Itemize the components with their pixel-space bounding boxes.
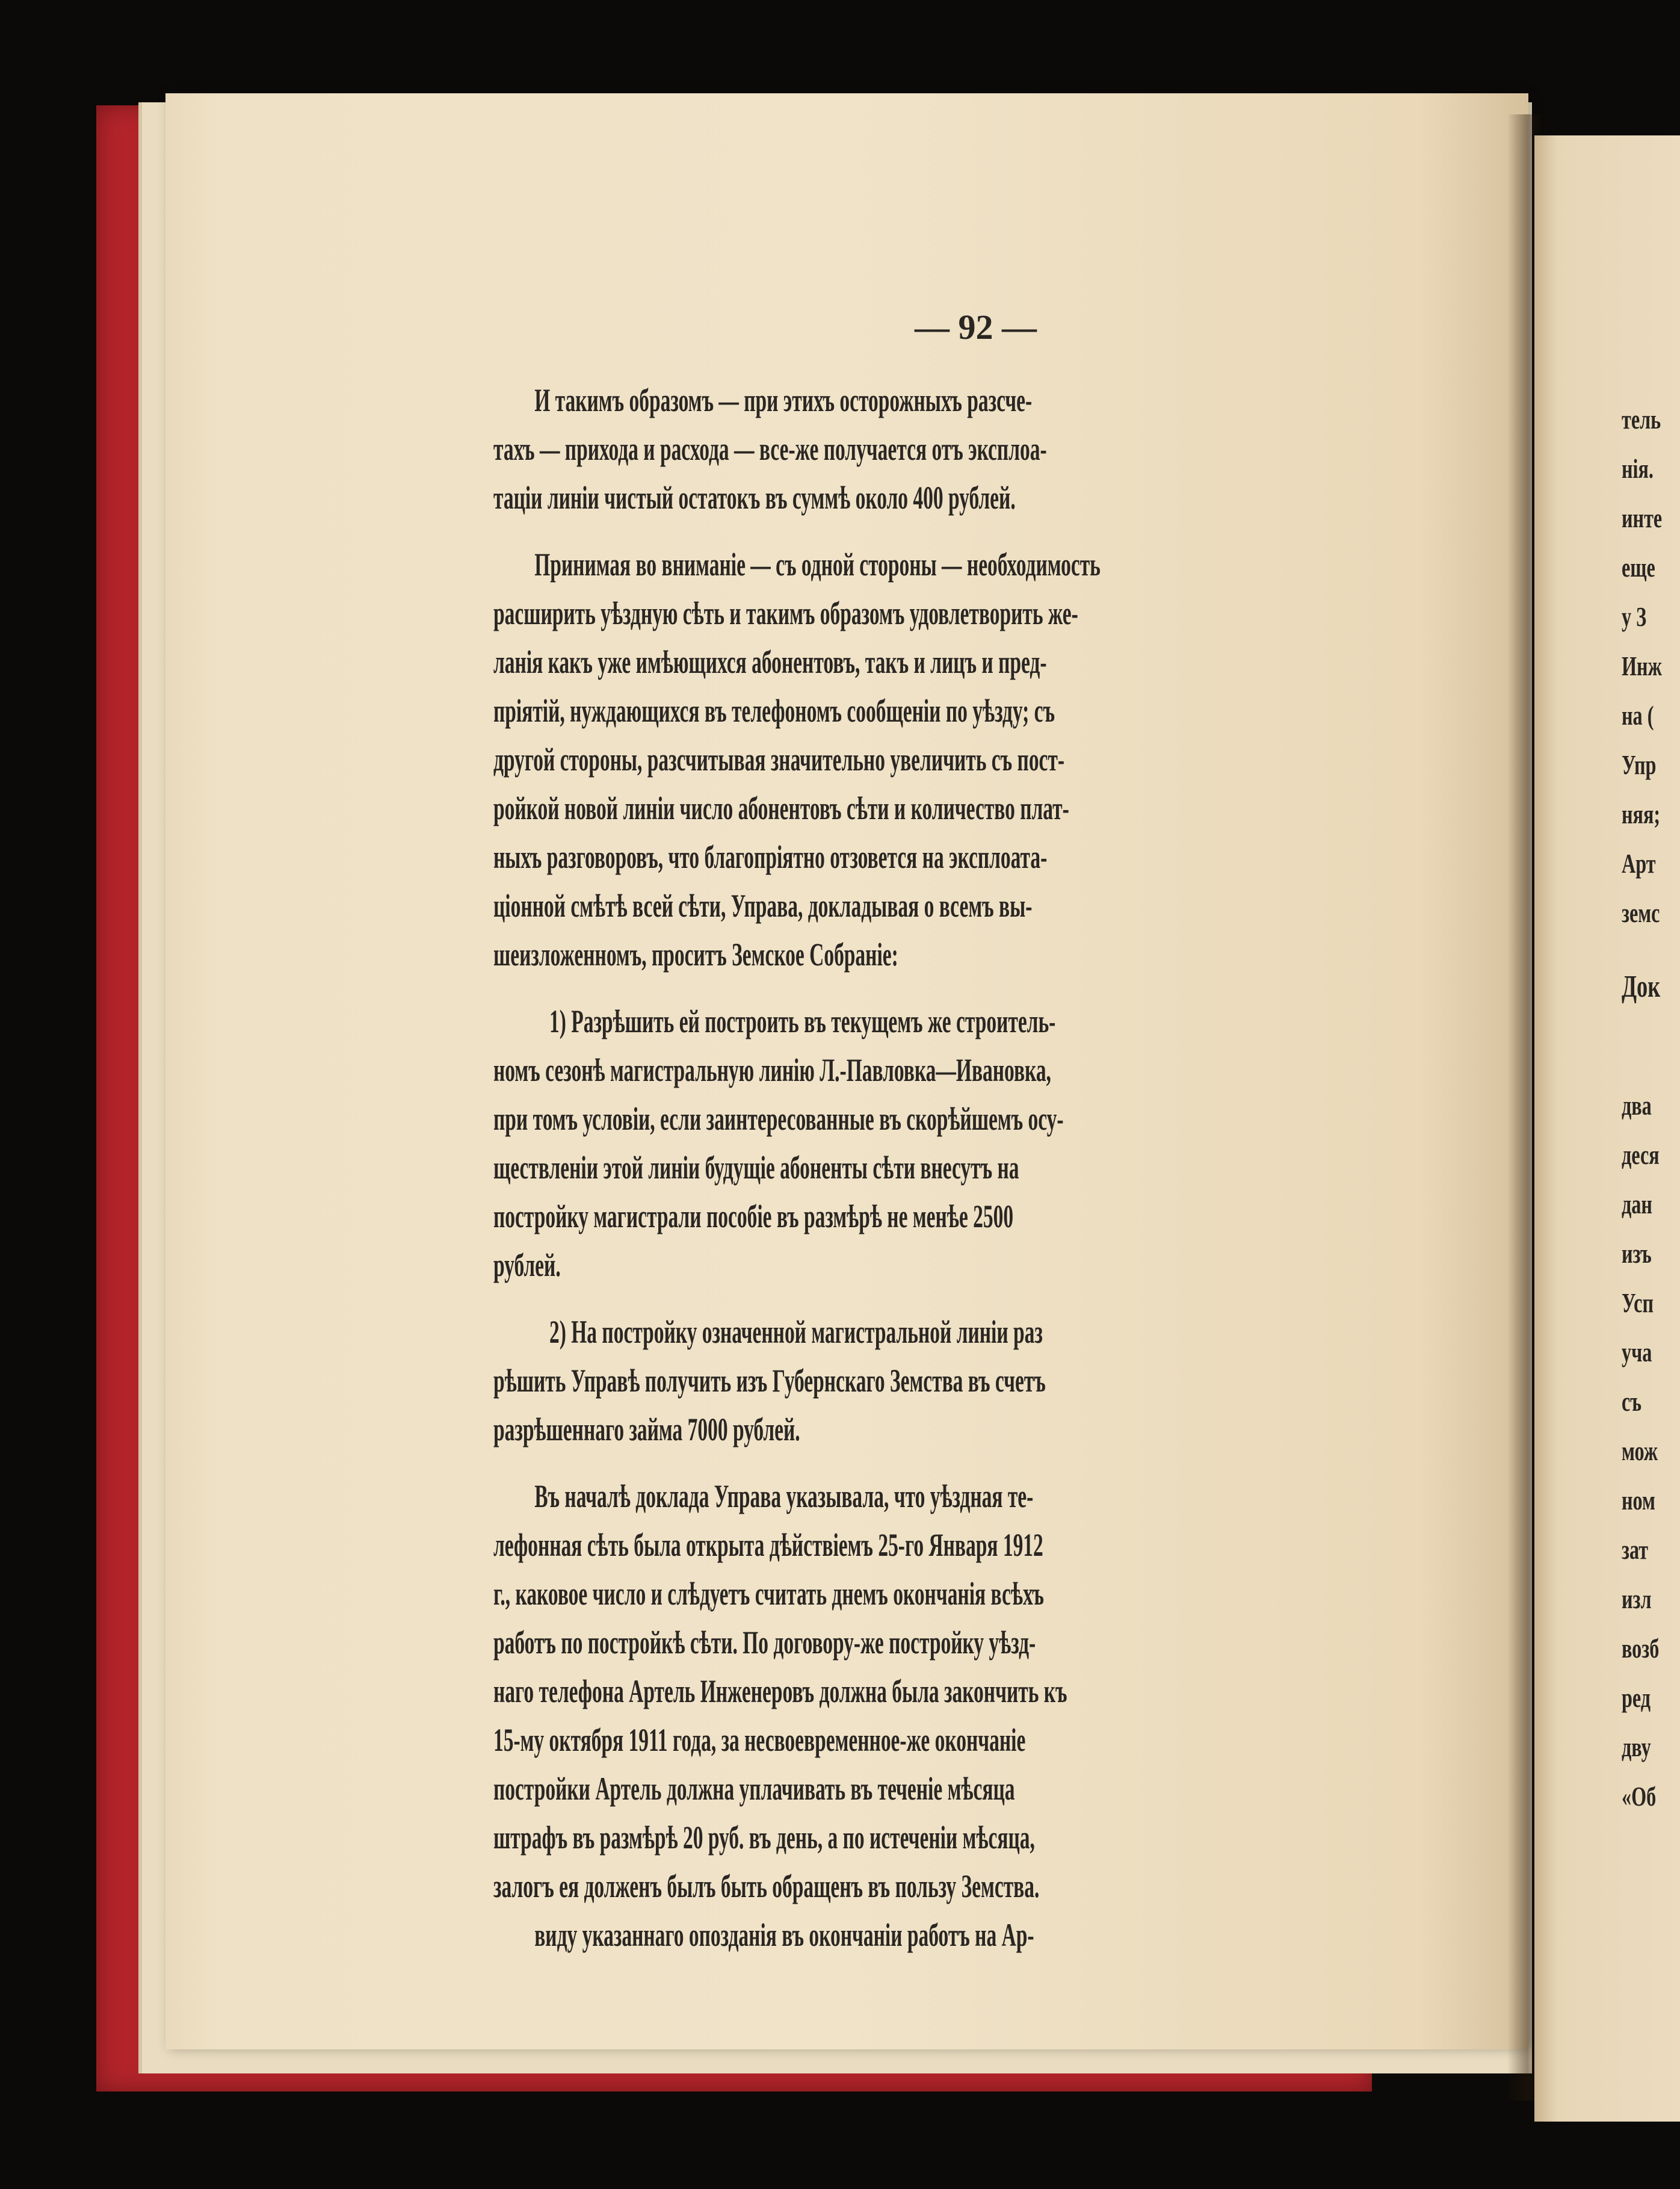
- paragraph-gap: [493, 979, 1486, 997]
- text-line: 15-му октября 1911 года, за несвоевременное-же окончаніе: [493, 1722, 1026, 1758]
- fragment: земс: [1622, 897, 1660, 928]
- text-line: лефонная сѣть была открыта дѣйствіемъ 25-го Января 1912: [493, 1527, 1043, 1563]
- text-line: работъ по постройкѣ сѣти. По договору-же постройку уѣзд-: [493, 1624, 1036, 1661]
- fragment: инте: [1622, 503, 1663, 533]
- fragment: няя;: [1622, 799, 1661, 829]
- text-line: ныхъ разговоровъ, что благопріятно отзовется на эксплоата-: [493, 839, 1048, 875]
- text-line: 1) Разрѣшить ей построить въ текущемъ же строитель-: [549, 1003, 1056, 1039]
- fragment: нія.: [1622, 453, 1654, 484]
- text-line: Въ началѣ доклада Управа указывала, что уѣздная те-: [534, 1478, 1034, 1514]
- text-line: постройки Артель должна уплачивать въ теченіе мѣсяца: [493, 1771, 1015, 1807]
- text-line: шеизложенномъ, проситъ Земское Собраніе:: [493, 937, 898, 973]
- text-line: постройку магистрали пособіе въ размѣрѣ не менѣе 2500: [493, 1198, 1014, 1234]
- fragment: съ: [1622, 1386, 1642, 1417]
- fragment-heading: Док: [1622, 970, 1661, 1004]
- text-line: ществленіи этой линіи будущіе абоненты сѣти внесутъ на: [493, 1150, 1019, 1186]
- text-line: Принимая во вниманіе — съ одной стороны — необходимость: [534, 546, 1101, 583]
- paragraph-gap: [493, 1290, 1486, 1308]
- text-line: разрѣшеннаго займа 7000 рублей.: [493, 1411, 800, 1447]
- fragment: «Об: [1622, 1781, 1657, 1812]
- text-line: наго телефона Артель Инженеровъ должна была закончить къ: [493, 1673, 1067, 1709]
- fragment: изъ: [1622, 1238, 1652, 1269]
- text-line: штрафъ въ размѣрѣ 20 руб. въ день, а по истеченіи мѣсяца,: [493, 1819, 1035, 1856]
- fragment: тель: [1622, 404, 1661, 435]
- fragment: Арт: [1622, 848, 1656, 879]
- paragraph-gap: [493, 1454, 1486, 1472]
- text-line: г., каковое число и слѣдуетъ считать днемъ окончанія всѣхъ: [493, 1576, 1044, 1612]
- fragment: изл: [1622, 1584, 1652, 1614]
- fragment: деся: [1622, 1139, 1660, 1170]
- text-line: залогъ ея долженъ былъ быть обращенъ въ пользу Земства.: [493, 1868, 1040, 1904]
- fragment: дву: [1622, 1732, 1651, 1762]
- fragment: зат: [1622, 1534, 1649, 1565]
- fragment: Инж: [1622, 651, 1662, 681]
- text-line: другой стороны, разсчитывая значительно увеличить съ пост-: [493, 742, 1065, 778]
- left-page-text: [493, 376, 1680, 1960]
- text-line: рублей.: [493, 1247, 561, 1283]
- fragment: на (: [1622, 700, 1654, 731]
- fragment: мож: [1622, 1435, 1658, 1466]
- fragment: Упр: [1622, 749, 1657, 780]
- fragment: ред: [1622, 1682, 1651, 1713]
- fragment: дан: [1622, 1189, 1652, 1219]
- fragment: у З: [1622, 601, 1647, 632]
- text-line: 2) На постройку означенной магистральной линіи раз: [549, 1314, 1043, 1350]
- text-line: пріятій, нуждающихся въ телефономъ сообщеніи по уѣзду; съ: [493, 693, 1055, 729]
- text-line: И такимъ образомъ — при этихъ осторожныхъ разсче-: [534, 382, 1033, 418]
- text-line: расширить уѣздную сѣть и такимъ образомъ удовлетворить же-: [493, 595, 1078, 631]
- text-line: ланія какъ уже имѣющихся абонентовъ, такъ и лицъ и пред-: [493, 644, 1047, 680]
- text-line: ціонной смѣтѣ всей сѣти, Управа, докладывая о всемъ вы-: [493, 888, 1033, 924]
- paragraph-gap: [493, 522, 1486, 540]
- fragment: два: [1622, 1090, 1652, 1121]
- fragment: уча: [1622, 1337, 1652, 1367]
- fragment: возб: [1622, 1633, 1660, 1664]
- fragment: ном: [1622, 1485, 1655, 1516]
- text-line: номъ сезонѣ магистральную линію Л.-Павловка—Ивановка,: [493, 1052, 1051, 1088]
- page-number: — 92 —: [915, 308, 1037, 347]
- text-line: виду указаннаго опозданія въ окончаніи работъ на Ар-: [534, 1917, 1034, 1953]
- text-line: рѣшить Управѣ получить изъ Губернскаго Земства въ счетъ: [493, 1363, 1046, 1399]
- text-line: тахъ — прихода и расхода — все-же получается отъ эксплоа-: [493, 431, 1047, 467]
- fragment: еще: [1622, 552, 1655, 583]
- text-line: таціи линіи чистый остатокъ въ суммѣ около 400 рублей.: [493, 480, 1016, 516]
- text-line: при томъ условіи, если заинтересованные въ скорѣйшемъ осу-: [493, 1101, 1064, 1137]
- text-line: ройкой новой линіи число абонентовъ сѣти и количество плат-: [493, 790, 1069, 826]
- fragment: Усп: [1622, 1287, 1654, 1318]
